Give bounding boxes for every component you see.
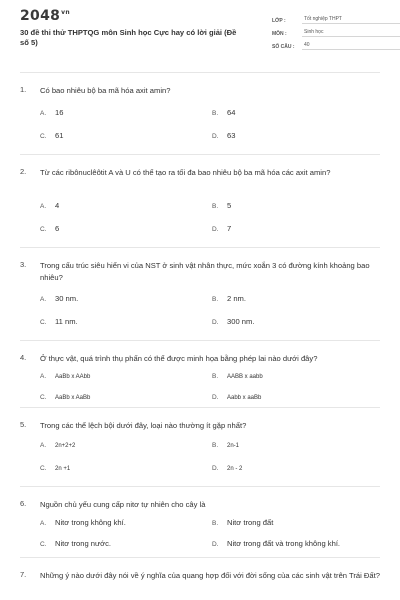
- option-a[interactable]: A. 4: [40, 201, 60, 210]
- option-c[interactable]: C. 2n +1: [40, 465, 71, 472]
- document-header: [20, 0, 380, 72]
- meta-value: Tốt nghiệp THPT: [302, 16, 400, 24]
- meta-label: SỐ CÂU :: [272, 44, 295, 50]
- site-logo[interactable]: $2048^{vn}$: [20, 8, 70, 24]
- question-number: 3.: [20, 260, 27, 269]
- question-number: 7.: [20, 570, 27, 579]
- option-c[interactable]: C. 11 nm.: [40, 317, 78, 326]
- document-title: 30 đề thi thử THPTQG môn Sinh học Cực hay có lời giải (Đề số 5): [20, 28, 237, 47]
- option-a[interactable]: A. Nitơ trong không khí.: [40, 518, 126, 527]
- question-number: 1.: [20, 85, 27, 94]
- option-a[interactable]: A. 30 nm.: [40, 294, 79, 303]
- option-d[interactable]: D. Nitơ trong đất và trong không khí.: [212, 539, 341, 548]
- question-number: 4.: [20, 353, 27, 362]
- option-b[interactable]: B. 5: [212, 201, 232, 210]
- meta-value: 40: [302, 42, 400, 50]
- question-1: [20, 72, 380, 154]
- logo-suffix: vn: [61, 9, 70, 17]
- meta-box: [272, 13, 400, 52]
- meta-label: MÔN :: [272, 31, 287, 37]
- question-3: [20, 247, 380, 340]
- option-a[interactable]: A. 2n+2+2: [40, 442, 76, 449]
- option-d[interactable]: D. Aabb x aaBb: [212, 394, 262, 401]
- option-b[interactable]: B. 64: [212, 108, 236, 117]
- option-a[interactable]: A. 16: [40, 108, 64, 117]
- meta-row-subject: [272, 26, 400, 37]
- option-d[interactable]: D. 7: [212, 224, 232, 233]
- option-a[interactable]: A. AaBb x AAbb: [40, 373, 91, 380]
- option-d[interactable]: D. 300 nm.: [212, 317, 255, 326]
- question-number: 5.: [20, 420, 27, 429]
- meta-value: Sinh học: [302, 29, 400, 37]
- option-c[interactable]: C. AaBb x AaBb: [40, 394, 91, 401]
- question-text: Trong cấu trúc siêu hiển vi của NST ở sinh vật nhân thực, mức xoắn 3 có đường kính khoảng bao nhiêu?: [40, 261, 370, 282]
- question-number: 6.: [20, 499, 27, 508]
- meta-row-class: [272, 13, 400, 24]
- meta-row-count: [272, 39, 400, 50]
- question-5: [20, 407, 380, 486]
- meta-label: LỚP :: [272, 18, 286, 24]
- option-b[interactable]: B. 2 nm.: [212, 294, 246, 303]
- question-7: [20, 557, 380, 600]
- question-2: [20, 154, 380, 247]
- option-b[interactable]: B. AABB x aabb: [212, 373, 263, 380]
- question-text: Nguồn chủ yếu cung cấp nitơ tự nhiên cho cây là: [40, 500, 206, 509]
- question-text: Những ý nào dưới đây nói về ý nghĩa của quang hợp đối với đời sống của các sinh vật trên Trái Đất?: [40, 571, 380, 580]
- option-c[interactable]: C. 6: [40, 224, 60, 233]
- question-number: 2.: [20, 167, 27, 176]
- option-b[interactable]: B. Nitơ trong đất: [212, 518, 274, 527]
- option-d[interactable]: D. 63: [212, 131, 236, 140]
- option-c[interactable]: C. Nitơ trong nước.: [40, 539, 111, 548]
- option-b[interactable]: B. 2n-1: [212, 442, 240, 449]
- option-c[interactable]: C. 61: [40, 131, 64, 140]
- question-6: [20, 486, 380, 557]
- question-text: Từ các ribônuclêôtit A và U có thể tạo ra tối đa bao nhiêu bộ ba mã hóa các axit amin?: [40, 168, 331, 177]
- question-text: Trong các thể lệch bội dưới đây, loại nào thường ít gặp nhất?: [40, 421, 247, 430]
- question-4: [20, 340, 380, 407]
- question-text: Có bao nhiêu bộ ba mã hóa axit amin?: [40, 86, 171, 95]
- question-text: Ở thực vật, quá trình thụ phấn có thể được minh họa bằng phép lai nào dưới đây?: [40, 354, 318, 363]
- option-d[interactable]: D. 2n - 2: [212, 465, 243, 472]
